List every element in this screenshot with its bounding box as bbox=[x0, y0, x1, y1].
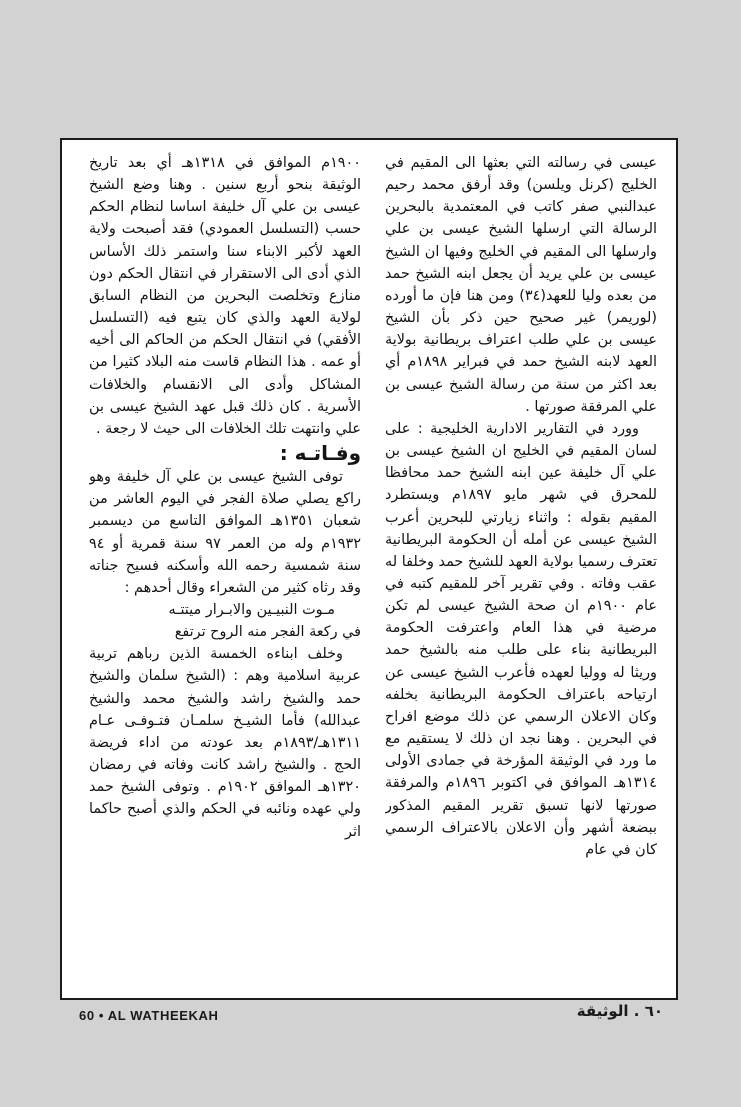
paragraph: توفى الشيخ عيسى بن علي آل خليفة وهو راكع يصلي صلاة الفجر في اليوم العاشر من شعبان ١٣٥١هـ الموافق التاسع من ديسمبر ١٩٣٢م وله من العمر ٩٧ سنة قمرية أو ٩٤ سنة شمسية رحمه الله وأسكنه فسيح جناته وقد رثاه كثير من الشعراء وقال أحدهم : bbox=[89, 469, 361, 596]
text-column-right bbox=[385, 152, 657, 992]
paragraph: وخلف ابناءه الخمسة الذين رباهم تربية عربية اسلامية وهم : (الشيخ سلمان والشيخ حمد والشيخ راشد والشيخ محمد والشيخ عبدالله) فأما الشيـخ سلمـان فتـوفـى عـام ١٣١١هـ/١٨٩٣م بعد عودته من اداء فريضة الحج . والشيخ راشد كانت وفاته في رمضان ١٣٢٠هـ الموافق ١٩٠٢م . وتوفى الشيخ حمد ولي عهده ونائبه في الحكم والذي أصبح حاكما اثر bbox=[89, 646, 361, 840]
paragraph: ١٩٠٠م الموافق في ١٣١٨هـ أي بعد تاريخ الوثيقة بنحو أربع سنين . وهنا وضع الشيخ عيسى بن علي آل خليفة اساسا لنظام الحكم حسب (التسلسل العمودي) فقد أصبحت ولاية العهد لأكبر الابناء سنا واستمر ذلك الأساس الذي أدى الى الاستقرار في انتقال الحكم دون منازع وتخلصت البحرين من النظام السابق لولاية العهد والذي كان يتبع فيه (التسلسل الأفقي) في انتقال الحكم من الحاكم الى أخيه أو عمه . هذا النظام قاست منه البلاد كثيرا من المشاكل وأدى الى الانقسام والخلافات الأسرية . كان ذلك قبل عهد الشيخ عيسى بن علي وانتهت تلك الخلافات الى حيث لا رجعة . bbox=[89, 155, 361, 437]
paragraph: عيسى في رسالته التي بعثها الى المقيم في الخليج (كرنل ويلسن) وقد أرفق محمد رحيم عبدالنبي صفر كاتب في المعتمدية بالبحرين الرسالة التي ارسلها الشيخ عيسى بن علي وارسلها الى المقيم في الخليج وفيها ان الشيخ عيسى بن علي يريد أن يجعل ابنه الشيخ حمد من بعده وليا للعهد(٣٤) ومن هنا فإن ما أورده (لوريمر) غير صحيح حين ذكر بأن الشيخ عيسى بن علي طلب اعتراف بريطانية بولاية العهد لابنه الشيخ حمد في فبراير ١٨٩٨م أي بعد اكثر من سنة من رسالة الشيخ عيسى بن علي المرفقة صورتها . bbox=[385, 155, 657, 415]
section-heading: وفـاتـه : bbox=[279, 441, 361, 466]
footer-page-label-latin: 60 • AL WATHEEKAH bbox=[79, 1008, 219, 1023]
footer-page-label-arabic: ٦٠ . الوثيقة bbox=[576, 1002, 663, 1020]
poem-verse: في ركعة الفجر منه الروح ترتفع bbox=[174, 624, 361, 641]
text-column-left bbox=[89, 152, 361, 992]
poem-verse: مـوت النبيـين والابـرار ميتتـه bbox=[168, 601, 335, 618]
page-frame bbox=[60, 138, 678, 1000]
paragraph: وورد في التقارير الادارية الخليجية : على لسان المقيم في الخليج ان الشيخ عيسى بن علي آل خليفة عين ابنه الشيخ حمد محافظا للمحرق في شهر مايو ١٨٩٧م ويستطرد المقيم بقوله : واثناء زيارتي للبحرين أعرب الشيخ عيسى عن أمله أن الحكومة البريطانية تعترف رسميا بولاية العهد للشيخ حمد وخلفا له عقب وفاته . وفي تقرير آخر للمقيم كتبه في عام ١٩٠٠م ان صحة الشيخ عيسى لم تكن مرضية في هذا العام واعترفت الحكومة البريطانية بناء على طلب منه بالشيخ حمد وريثا له ووليا لعهده فأعرب الشيخ عيسى عن ارتياحه باعتراف الحكومة البريطانية بخلفه وكان الاعلان الرسمي عن ذلك موضع افراح في البحرين . وهنا نجد ان ذلك لا يستقيم مع ما ورد في الوثيقة المؤرخة في جمادى الأولى ١٣١٤هـ الموافق في اكتوبر ١٨٩٦م والمرفقة صورتها لانها تسبق تقرير المقيم المذكور ببضعة أشهر وأن الاعلان بالاعتراف الرسمي كان في عام bbox=[385, 420, 657, 858]
